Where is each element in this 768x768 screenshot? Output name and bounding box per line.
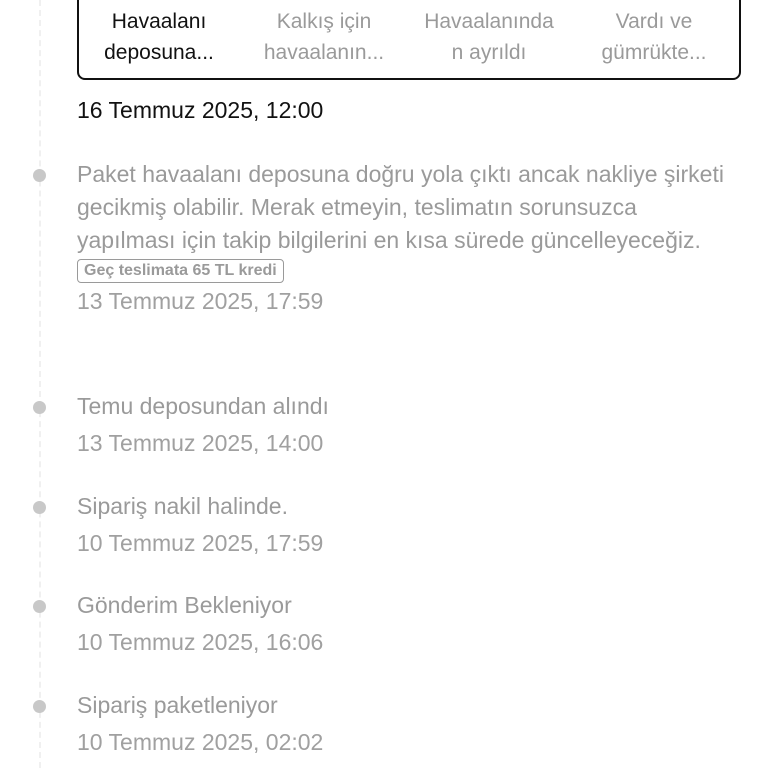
step-to-airport-departure[interactable]: Kalkış için havaalanın... [263, 10, 385, 64]
event-date: 13 Temmuz 2025, 17:59 [77, 288, 324, 314]
step-arrived-customs[interactable]: Vardı ve gümrükte... [601, 10, 707, 64]
progress-steps [77, 0, 741, 80]
timeline-event [77, 589, 737, 659]
event-description: Temu deposundan alındı [77, 393, 329, 419]
event-date: 13 Temmuz 2025, 14:00 [77, 430, 324, 456]
event-description: Sipariş nakil halinde. [77, 493, 288, 519]
event-description: Sipariş paketleniyor [77, 692, 278, 718]
late-delivery-credit-badge[interactable]: Geç teslimata 65 TL kredi [77, 259, 284, 283]
step-airport-warehouse[interactable]: Havaalanı deposuna... [104, 10, 214, 64]
current-status-date: 16 Temmuz 2025, 12:00 [77, 97, 324, 123]
timeline-dot-icon [33, 401, 46, 414]
timeline-event [77, 490, 737, 560]
timeline-dot-icon [33, 501, 46, 514]
timeline-event [77, 390, 737, 460]
event-date: 10 Temmuz 2025, 16:06 [77, 629, 324, 655]
timeline-event [77, 689, 737, 759]
event-date: 10 Temmuz 2025, 02:02 [77, 729, 324, 755]
step-departed-airport[interactable]: Havaalanında n ayrıldı [424, 10, 554, 64]
event-description: Paket havaalanı deposuna doğru yola çıktı ancak nakliye şirketi gecikmiş olabilir. Merak etmeyin, teslimatın sorunsuzca yapılması için takip bilgilerini en kısa sürede güncelleyeceğiz. [77, 161, 724, 253]
event-description: Gönderim Bekleniyor [77, 592, 292, 618]
timeline-dot-icon [33, 600, 46, 613]
timeline-event [77, 158, 737, 318]
timeline-line [39, 0, 41, 768]
timeline-dot-icon [33, 700, 46, 713]
timeline-dot-icon [33, 169, 46, 182]
event-date: 10 Temmuz 2025, 17:59 [77, 530, 324, 556]
